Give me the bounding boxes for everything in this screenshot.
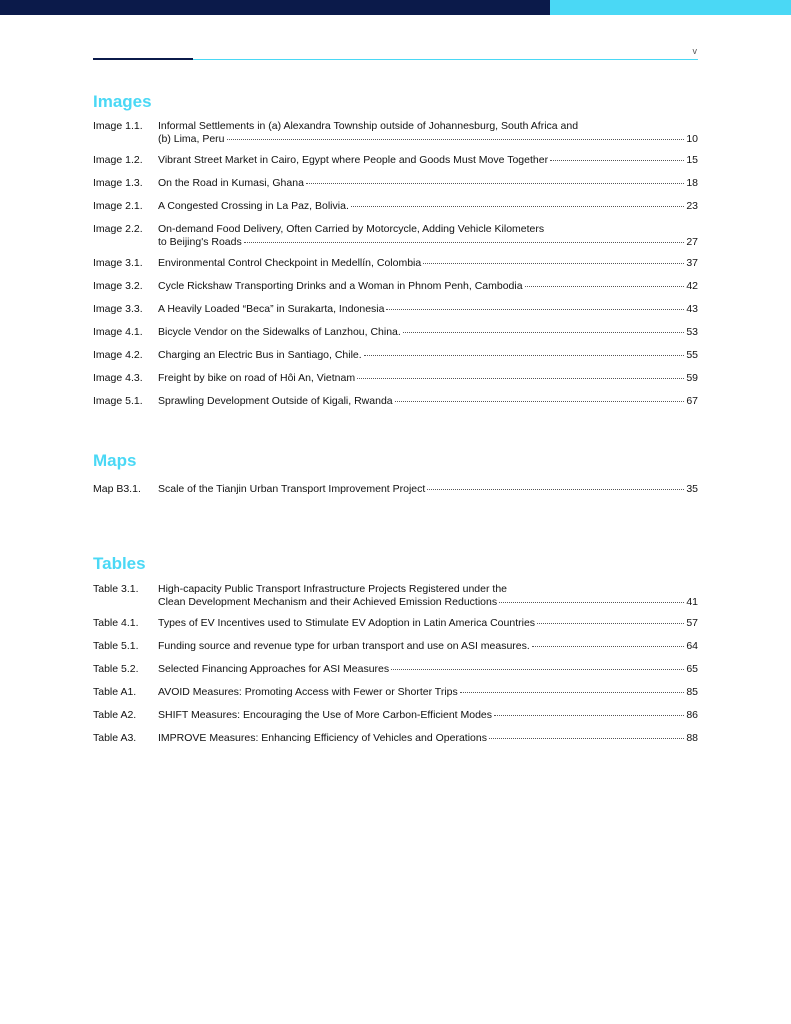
- top-bar-dark-segment: [0, 0, 550, 15]
- toc-entry[interactable]: [93, 303, 698, 316]
- entry-page-number: 18: [686, 177, 698, 189]
- entry-line: [158, 154, 698, 167]
- entry-body: [158, 663, 698, 676]
- entry-line: [158, 709, 698, 722]
- entry-page-number: 37: [686, 257, 698, 269]
- entry-title: Scale of the Tianjin Urban Transport Improvement Project: [158, 483, 426, 495]
- entry-list: [93, 483, 698, 496]
- toc-entry[interactable]: [93, 154, 698, 167]
- entry-label: Table 4.1.: [93, 617, 139, 629]
- entry-title: Types of EV Incentives used to Stimulate EV Adoption in Latin America Countries: [158, 617, 536, 629]
- entry-body: [158, 686, 698, 699]
- entry-line: [158, 617, 698, 630]
- entry-page-number: 64: [686, 640, 698, 652]
- entry-title: to Beijing's Roads: [158, 236, 242, 248]
- entry-page-number: 35: [686, 483, 698, 495]
- entry-page-number: 42: [686, 280, 698, 292]
- dot-leader: [391, 669, 684, 670]
- dot-leader: [403, 332, 684, 333]
- toc-entry[interactable]: [93, 372, 698, 385]
- entry-line: [158, 177, 698, 190]
- entry-label: Image 5.1.: [93, 395, 143, 407]
- entry-title: Freight by bike on road of Hôi An, Vietnam: [158, 372, 356, 384]
- entry-label: Image 4.3.: [93, 372, 143, 384]
- entry-page-number: 88: [686, 732, 698, 744]
- top-bar-light-segment: [550, 0, 791, 15]
- dot-leader: [537, 623, 684, 624]
- toc-entry[interactable]: [93, 395, 698, 408]
- header-rule: [93, 59, 698, 60]
- dot-leader: [364, 355, 685, 356]
- entry-title: A Congested Crossing in La Paz, Bolivia.: [158, 200, 349, 212]
- dot-leader: [460, 692, 685, 693]
- dot-leader: [494, 715, 684, 716]
- entry-page-number: 23: [686, 200, 698, 212]
- entry-page-number: 27: [686, 236, 698, 248]
- entry-label: Image 4.2.: [93, 349, 143, 361]
- entry-page-number: 41: [686, 596, 698, 608]
- dot-leader: [306, 183, 684, 184]
- toc-entry[interactable]: [93, 280, 698, 293]
- entry-line: [158, 236, 698, 249]
- toc-entry[interactable]: [93, 120, 698, 146]
- entry-line: [158, 303, 698, 316]
- toc-entry[interactable]: [93, 200, 698, 213]
- entry-label: Image 3.1.: [93, 257, 143, 269]
- toc-entry[interactable]: [93, 326, 698, 339]
- entry-title: Vibrant Street Market in Cairo, Egypt where People and Goods Must Move Together: [158, 154, 549, 166]
- dot-leader: [423, 263, 684, 264]
- entry-title: Bicycle Vendor on the Sidewalks of Lanzhou, China.: [158, 326, 401, 338]
- entry-body: [158, 326, 698, 339]
- entry-title: Clean Development Mechanism and their Achieved Emission Reductions: [158, 596, 498, 608]
- entry-label: Table A3.: [93, 732, 137, 744]
- entry-label: Table 3.1.: [93, 583, 139, 595]
- entry-label: Image 1.3.: [93, 177, 143, 189]
- toc-entry[interactable]: [93, 583, 698, 609]
- entry-body: [158, 154, 698, 167]
- header-rule-accent: [93, 58, 193, 60]
- toc-entry[interactable]: [93, 709, 698, 722]
- entry-page-number: 86: [686, 709, 698, 721]
- entry-title-line: Informal Settlements in (a) Alexandra Township outside of Johannesburg, South Africa and: [158, 120, 579, 132]
- entry-title: Cycle Rickshaw Transporting Drinks and a Woman in Phnom Penh, Cambodia: [158, 280, 523, 292]
- dot-leader: [499, 602, 684, 603]
- entry-label: Image 4.1.: [93, 326, 143, 338]
- entry-body: [158, 177, 698, 190]
- entry-line: [158, 349, 698, 362]
- entry-line: [158, 133, 698, 146]
- entry-title: AVOID Measures: Promoting Access with Fewer or Shorter Trips: [158, 686, 458, 698]
- entry-body: [158, 200, 698, 213]
- entry-body: [158, 732, 698, 745]
- entry-body: [158, 709, 698, 722]
- entry-label: Image 1.2.: [93, 154, 143, 166]
- entry-line: [158, 257, 698, 270]
- entry-title: Selected Financing Approaches for ASI Measures: [158, 663, 390, 675]
- dot-leader: [395, 401, 685, 402]
- entry-page-number: 65: [686, 663, 698, 675]
- entry-label: Image 3.3.: [93, 303, 143, 315]
- entry-body: [158, 617, 698, 630]
- entry-label: Image 2.2.: [93, 223, 143, 235]
- entry-label: Table 5.1.: [93, 640, 139, 652]
- entry-title: Environmental Control Checkpoint in Medellín, Colombia: [158, 257, 422, 269]
- entry-label: Table A1.: [93, 686, 137, 698]
- entry-list: [93, 583, 698, 745]
- entry-body: [158, 483, 698, 496]
- entry-page-number: 53: [686, 326, 698, 338]
- toc-entry[interactable]: [93, 640, 698, 653]
- entry-body: [158, 303, 698, 316]
- entry-title: (b) Lima, Peru: [158, 133, 225, 145]
- entry-body: [158, 372, 698, 385]
- entry-line: [158, 280, 698, 293]
- entry-label: Table A2.: [93, 709, 137, 721]
- entry-body: [158, 640, 698, 653]
- entry-line: [158, 686, 698, 699]
- dot-leader: [351, 206, 684, 207]
- entry-body: [158, 257, 698, 270]
- entry-label: Table 5.2.: [93, 663, 139, 675]
- entry-line: [158, 663, 698, 676]
- entry-line: [158, 732, 698, 745]
- entry-page-number: 85: [686, 686, 698, 698]
- entry-list: [93, 120, 698, 408]
- top-color-bar: [0, 0, 791, 15]
- entry-title: IMPROVE Measures: Enhancing Efficiency of Vehicles and Operations: [158, 732, 487, 744]
- entry-title: A Heavily Loaded “Beca” in Surakarta, Indonesia: [158, 303, 385, 315]
- section-images: [93, 91, 698, 418]
- dot-leader: [427, 489, 684, 490]
- dot-leader: [525, 286, 685, 287]
- entry-line: [158, 640, 698, 653]
- entry-line: [158, 395, 698, 408]
- entry-title: SHIFT Measures: Encouraging the Use of More Carbon-Efficient Modes: [158, 709, 493, 721]
- toc-entry[interactable]: [93, 223, 698, 249]
- entry-title-line: On-demand Food Delivery, Often Carried by Motorcycle, Adding Vehicle Kilometers: [158, 223, 545, 235]
- dot-leader: [532, 646, 685, 647]
- entry-title-line: High-capacity Public Transport Infrastructure Projects Registered under the: [158, 583, 507, 595]
- entry-body: [158, 583, 698, 609]
- dot-leader: [227, 139, 685, 140]
- entry-label: Map B3.1.: [93, 483, 141, 495]
- entry-line: [158, 483, 698, 496]
- entry-body: [158, 349, 698, 362]
- toc-entry[interactable]: [93, 663, 698, 676]
- entry-body: [158, 280, 698, 293]
- entry-page-number: 57: [686, 617, 698, 629]
- entry-page-number: 43: [686, 303, 698, 315]
- section-tables: [93, 553, 698, 755]
- entry-title: Sprawling Development Outside of Kigali, Rwanda: [158, 395, 393, 407]
- toc-entry[interactable]: [93, 483, 698, 496]
- entry-page-number: 67: [686, 395, 698, 407]
- entry-title: Funding source and revenue type for urban transport and use on ASI measures.: [158, 640, 530, 652]
- toc-entry[interactable]: [93, 177, 698, 190]
- dot-leader: [357, 378, 684, 379]
- dot-leader: [489, 738, 684, 739]
- page-number: v: [692, 46, 697, 56]
- dot-leader: [550, 160, 684, 161]
- entry-body: [158, 395, 698, 408]
- entry-page-number: 10: [686, 133, 698, 145]
- entry-title: On the Road in Kumasi, Ghana: [158, 177, 304, 189]
- entry-page-number: 59: [686, 372, 698, 384]
- toc-entry[interactable]: [93, 257, 698, 270]
- entry-page-number: 55: [686, 349, 698, 361]
- section-maps: [93, 450, 698, 506]
- toc-entry[interactable]: [93, 349, 698, 362]
- section-title: Maps: [93, 451, 137, 470]
- section-title: Tables: [93, 554, 146, 573]
- section-title: Images: [93, 92, 152, 111]
- entry-line: [158, 372, 698, 385]
- entry-label: Image 1.1.: [93, 120, 143, 132]
- dot-leader: [386, 309, 684, 310]
- toc-entry[interactable]: [93, 686, 698, 699]
- entry-line: [158, 596, 698, 609]
- toc-entry[interactable]: [93, 617, 698, 630]
- toc-entry[interactable]: [93, 732, 698, 745]
- dot-leader: [244, 242, 685, 243]
- entry-body: [158, 120, 698, 146]
- entry-body: [158, 223, 698, 249]
- entry-page-number: 15: [686, 154, 698, 166]
- entry-label: Image 3.2.: [93, 280, 143, 292]
- entry-line: [158, 326, 698, 339]
- entry-label: Image 2.1.: [93, 200, 143, 212]
- entry-title: Charging an Electric Bus in Santiago, Chile.: [158, 349, 362, 361]
- entry-line: [158, 200, 698, 213]
